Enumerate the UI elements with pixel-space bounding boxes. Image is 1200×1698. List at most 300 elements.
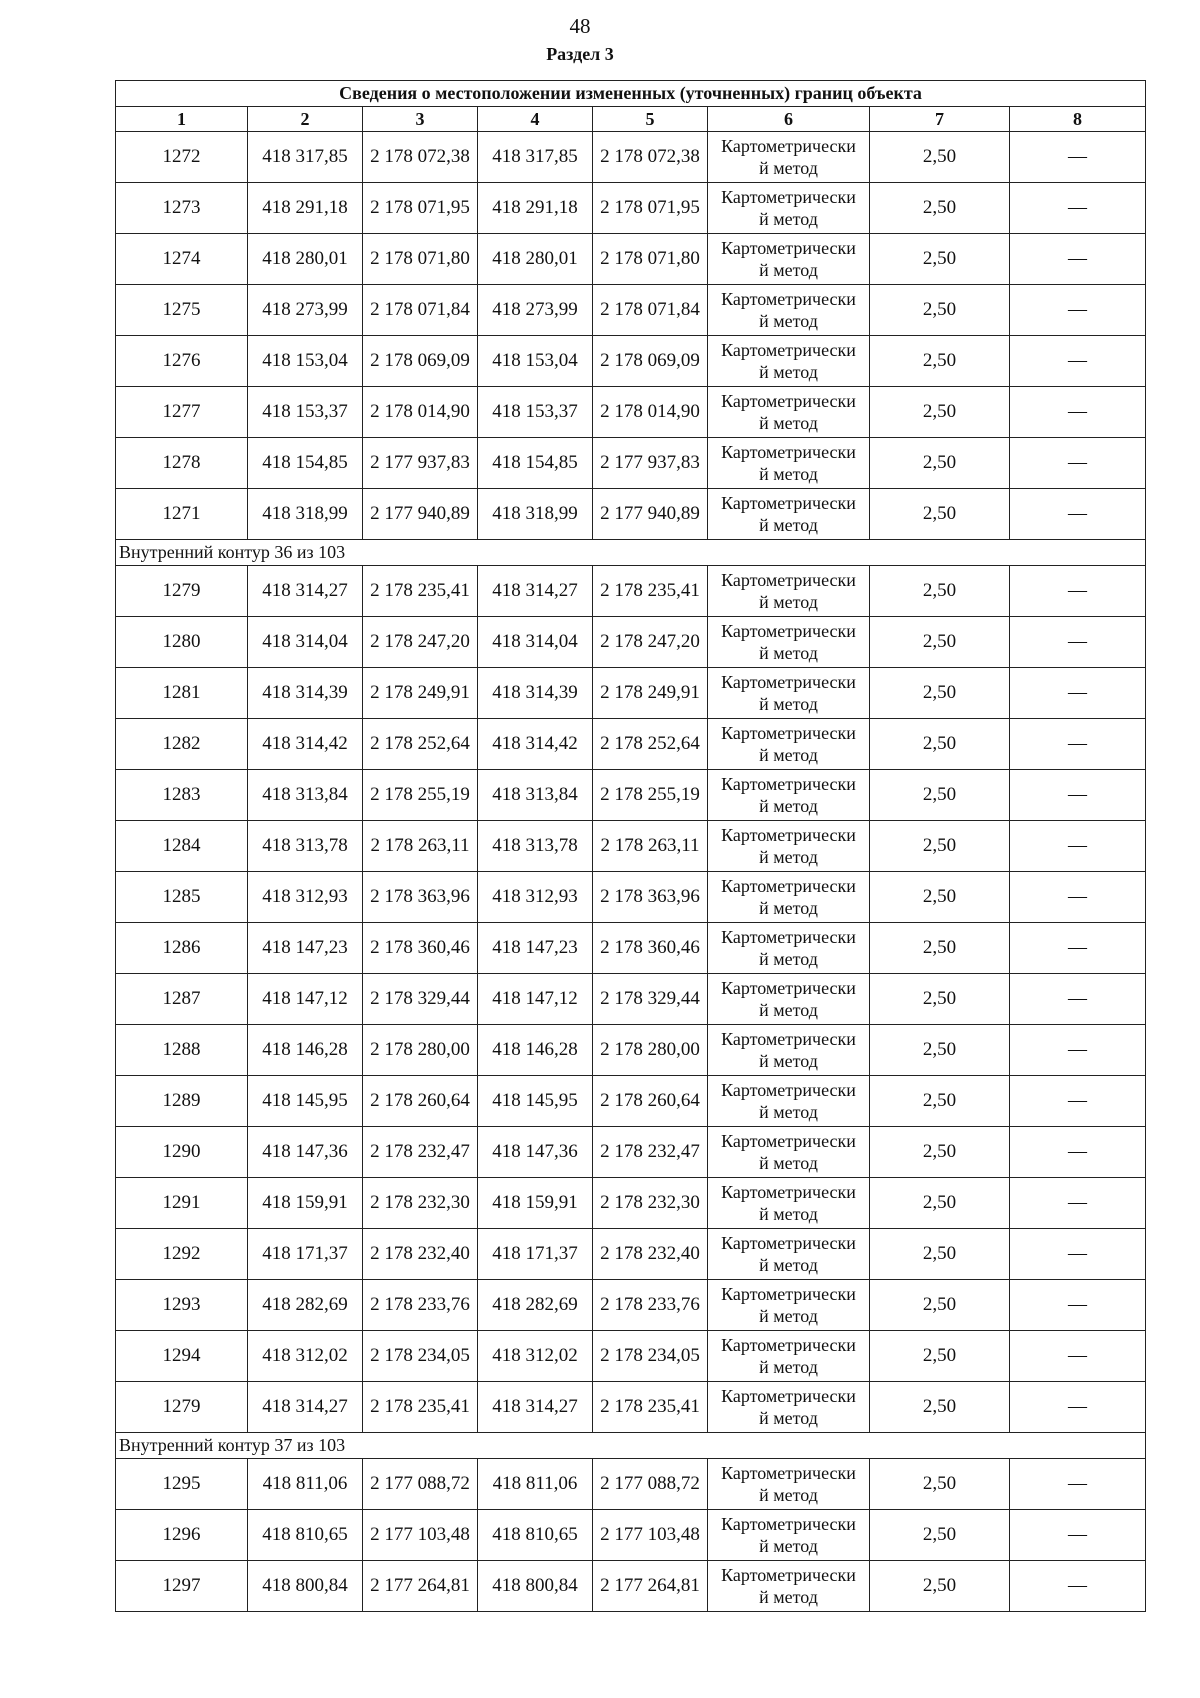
x-new-cell: 418 153,04 (478, 336, 593, 387)
contour-header-row (116, 1433, 1146, 1459)
method-text-line2: й метод (759, 643, 818, 663)
point-number-cell: 1274 (116, 234, 248, 285)
description-cell: — (1010, 1459, 1146, 1510)
point-number-cell: 1295 (116, 1459, 248, 1510)
x-new-cell: 418 145,95 (478, 1076, 593, 1127)
column-number: 4 (478, 107, 593, 132)
y-old-cell: 2 177 103,48 (363, 1510, 478, 1561)
y-new-cell: 2 178 232,40 (593, 1229, 708, 1280)
point-number-cell: 1281 (116, 668, 248, 719)
y-new-cell: 2 178 235,41 (593, 1382, 708, 1433)
point-number-cell: 1288 (116, 1025, 248, 1076)
accuracy-cell: 2,50 (870, 974, 1010, 1025)
method-text-line2: й метод (759, 796, 818, 816)
y-new-cell: 2 178 232,47 (593, 1127, 708, 1178)
x-new-cell: 418 273,99 (478, 285, 593, 336)
method-text-line1: Картометрически (721, 1463, 856, 1483)
y-new-cell: 2 177 937,83 (593, 438, 708, 489)
x-new-cell: 418 314,39 (478, 668, 593, 719)
y-old-cell: 2 178 071,80 (363, 234, 478, 285)
method-text-line1: Картометрически (721, 825, 856, 845)
x-new-cell: 418 318,99 (478, 489, 593, 540)
method-text-line1: Картометрически (721, 1182, 856, 1202)
method-text-line1: Картометрически (721, 1080, 856, 1100)
x-old-cell: 418 171,37 (248, 1229, 363, 1280)
method-text-line1: Картометрически (721, 289, 856, 309)
method-cell (708, 770, 870, 821)
table-row (116, 821, 1146, 872)
x-new-cell: 418 312,93 (478, 872, 593, 923)
column-number: 7 (870, 107, 1010, 132)
y-new-cell: 2 178 069,09 (593, 336, 708, 387)
x-old-cell: 418 318,99 (248, 489, 363, 540)
point-number-cell: 1286 (116, 923, 248, 974)
method-text-line2: й метод (759, 949, 818, 969)
method-cell (708, 821, 870, 872)
x-new-cell: 418 153,37 (478, 387, 593, 438)
method-text-line1: Картометрически (721, 1565, 856, 1585)
point-number-cell: 1279 (116, 1382, 248, 1433)
y-new-cell: 2 178 071,84 (593, 285, 708, 336)
method-cell (708, 1178, 870, 1229)
y-old-cell: 2 177 940,89 (363, 489, 478, 540)
point-number-cell: 1287 (116, 974, 248, 1025)
y-old-cell: 2 178 235,41 (363, 1382, 478, 1433)
method-text-line1: Картометрически (721, 1284, 856, 1304)
accuracy-cell: 2,50 (870, 821, 1010, 872)
accuracy-cell: 2,50 (870, 770, 1010, 821)
y-new-cell: 2 178 072,38 (593, 132, 708, 183)
table-row (116, 183, 1146, 234)
description-cell: — (1010, 132, 1146, 183)
description-cell: — (1010, 336, 1146, 387)
x-old-cell: 418 280,01 (248, 234, 363, 285)
x-old-cell: 418 314,27 (248, 1382, 363, 1433)
method-text-line1: Картометрически (721, 978, 856, 998)
x-new-cell: 418 146,28 (478, 1025, 593, 1076)
x-new-cell: 418 317,85 (478, 132, 593, 183)
point-number-cell: 1290 (116, 1127, 248, 1178)
table-row (116, 1229, 1146, 1280)
method-cell (708, 438, 870, 489)
method-text-line1: Картометрически (721, 723, 856, 743)
method-text-line1: Картометрически (721, 391, 856, 411)
table-row (116, 387, 1146, 438)
description-cell: — (1010, 974, 1146, 1025)
x-new-cell: 418 314,04 (478, 617, 593, 668)
point-number-cell: 1294 (116, 1331, 248, 1382)
method-text-line2: й метод (759, 209, 818, 229)
description-cell: — (1010, 1127, 1146, 1178)
y-old-cell: 2 178 360,46 (363, 923, 478, 974)
method-text-line1: Картометрически (721, 1386, 856, 1406)
y-old-cell: 2 178 252,64 (363, 719, 478, 770)
y-new-cell: 2 178 232,30 (593, 1178, 708, 1229)
description-cell: — (1010, 489, 1146, 540)
accuracy-cell: 2,50 (870, 566, 1010, 617)
point-number-cell: 1292 (116, 1229, 248, 1280)
column-number: 1 (116, 107, 248, 132)
y-old-cell: 2 178 363,96 (363, 872, 478, 923)
y-new-cell: 2 178 235,41 (593, 566, 708, 617)
x-new-cell: 418 314,27 (478, 566, 593, 617)
y-new-cell: 2 178 280,00 (593, 1025, 708, 1076)
accuracy-cell: 2,50 (870, 1331, 1010, 1382)
contour-label: Внутренний контур 37 из 103 (116, 1433, 1146, 1459)
description-cell: — (1010, 1561, 1146, 1612)
x-old-cell: 418 314,27 (248, 566, 363, 617)
method-text-line2: й метод (759, 898, 818, 918)
point-number-cell: 1275 (116, 285, 248, 336)
point-number-cell: 1297 (116, 1561, 248, 1612)
table-row (116, 719, 1146, 770)
y-old-cell: 2 178 260,64 (363, 1076, 478, 1127)
method-text-line1: Картометрически (721, 774, 856, 794)
accuracy-cell: 2,50 (870, 1280, 1010, 1331)
method-text-line2: й метод (759, 745, 818, 765)
table-row (116, 1280, 1146, 1331)
contour-header-row (116, 540, 1146, 566)
x-old-cell: 418 147,36 (248, 1127, 363, 1178)
table-row (116, 1025, 1146, 1076)
x-new-cell: 418 314,27 (478, 1382, 593, 1433)
x-new-cell: 418 312,02 (478, 1331, 593, 1382)
y-new-cell: 2 177 088,72 (593, 1459, 708, 1510)
column-number: 6 (708, 107, 870, 132)
y-new-cell: 2 178 014,90 (593, 387, 708, 438)
x-new-cell: 418 810,65 (478, 1510, 593, 1561)
method-text-line1: Картометрически (721, 876, 856, 896)
y-old-cell: 2 178 014,90 (363, 387, 478, 438)
accuracy-cell: 2,50 (870, 183, 1010, 234)
x-old-cell: 418 810,65 (248, 1510, 363, 1561)
column-number: 5 (593, 107, 708, 132)
method-text-line1: Картометрически (721, 1131, 856, 1151)
method-cell (708, 1331, 870, 1382)
point-number-cell: 1284 (116, 821, 248, 872)
description-cell: — (1010, 770, 1146, 821)
x-new-cell: 418 159,91 (478, 1178, 593, 1229)
y-old-cell: 2 178 249,91 (363, 668, 478, 719)
x-old-cell: 418 159,91 (248, 1178, 363, 1229)
point-number-cell: 1280 (116, 617, 248, 668)
description-cell: — (1010, 923, 1146, 974)
method-cell (708, 1561, 870, 1612)
description-cell: — (1010, 234, 1146, 285)
method-cell (708, 234, 870, 285)
method-text-line2: й метод (759, 1306, 818, 1326)
method-text-line2: й метод (759, 362, 818, 382)
method-cell (708, 1280, 870, 1331)
x-old-cell: 418 154,85 (248, 438, 363, 489)
x-new-cell: 418 147,36 (478, 1127, 593, 1178)
table-row (116, 438, 1146, 489)
x-old-cell: 418 314,04 (248, 617, 363, 668)
column-number: 2 (248, 107, 363, 132)
description-cell: — (1010, 1510, 1146, 1561)
description-cell: — (1010, 821, 1146, 872)
y-new-cell: 2 178 071,95 (593, 183, 708, 234)
description-cell: — (1010, 1178, 1146, 1229)
method-text-line2: й метод (759, 1204, 818, 1224)
method-text-line2: й метод (759, 464, 818, 484)
y-old-cell: 2 178 234,05 (363, 1331, 478, 1382)
accuracy-cell: 2,50 (870, 668, 1010, 719)
y-old-cell: 2 178 329,44 (363, 974, 478, 1025)
method-cell (708, 719, 870, 770)
table-row (116, 1076, 1146, 1127)
table-row (116, 1561, 1146, 1612)
method-text-line2: й метод (759, 1051, 818, 1071)
x-old-cell: 418 291,18 (248, 183, 363, 234)
x-new-cell: 418 800,84 (478, 1561, 593, 1612)
method-text-line1: Картометрически (721, 340, 856, 360)
point-number-cell: 1283 (116, 770, 248, 821)
method-text-line2: й метод (759, 260, 818, 280)
point-number-cell: 1291 (116, 1178, 248, 1229)
y-new-cell: 2 178 071,80 (593, 234, 708, 285)
x-old-cell: 418 312,02 (248, 1331, 363, 1382)
y-old-cell: 2 178 232,47 (363, 1127, 478, 1178)
table-row (116, 770, 1146, 821)
method-text-line1: Картометрически (721, 927, 856, 947)
method-cell (708, 872, 870, 923)
column-number: 8 (1010, 107, 1146, 132)
y-old-cell: 2 178 233,76 (363, 1280, 478, 1331)
table-row (116, 1178, 1146, 1229)
y-new-cell: 2 178 260,64 (593, 1076, 708, 1127)
method-cell (708, 1459, 870, 1510)
method-text-line1: Картометрически (721, 442, 856, 462)
method-text-line2: й метод (759, 311, 818, 331)
method-text-line1: Картометрически (721, 1029, 856, 1049)
method-cell (708, 617, 870, 668)
x-new-cell: 418 313,78 (478, 821, 593, 872)
accuracy-cell: 2,50 (870, 719, 1010, 770)
method-cell (708, 489, 870, 540)
x-new-cell: 418 313,84 (478, 770, 593, 821)
table-row (116, 285, 1146, 336)
method-text-line2: й метод (759, 515, 818, 535)
method-text-line1: Картометрически (721, 238, 856, 258)
method-text-line2: й метод (759, 413, 818, 433)
table-row (116, 668, 1146, 719)
method-cell (708, 974, 870, 1025)
accuracy-cell: 2,50 (870, 387, 1010, 438)
table-row (116, 234, 1146, 285)
x-old-cell: 418 314,42 (248, 719, 363, 770)
method-cell (708, 132, 870, 183)
method-text-line1: Картометрически (721, 187, 856, 207)
y-old-cell: 2 178 280,00 (363, 1025, 478, 1076)
x-old-cell: 418 282,69 (248, 1280, 363, 1331)
description-cell: — (1010, 387, 1146, 438)
method-text-line2: й метод (759, 1485, 818, 1505)
accuracy-cell: 2,50 (870, 617, 1010, 668)
x-new-cell: 418 147,23 (478, 923, 593, 974)
point-number-cell: 1277 (116, 387, 248, 438)
method-cell (708, 387, 870, 438)
x-new-cell: 418 282,69 (478, 1280, 593, 1331)
y-new-cell: 2 178 249,91 (593, 668, 708, 719)
y-old-cell: 2 177 264,81 (363, 1561, 478, 1612)
method-cell (708, 1076, 870, 1127)
y-old-cell: 2 178 232,40 (363, 1229, 478, 1280)
point-number-cell: 1285 (116, 872, 248, 923)
point-number-cell: 1289 (116, 1076, 248, 1127)
table-row (116, 923, 1146, 974)
method-text-line2: й метод (759, 1536, 818, 1556)
description-cell: — (1010, 617, 1146, 668)
point-number-cell: 1271 (116, 489, 248, 540)
point-number-cell: 1278 (116, 438, 248, 489)
method-text-line2: й метод (759, 158, 818, 178)
point-number-cell: 1273 (116, 183, 248, 234)
x-old-cell: 418 312,93 (248, 872, 363, 923)
y-old-cell: 2 178 232,30 (363, 1178, 478, 1229)
method-cell (708, 566, 870, 617)
y-new-cell: 2 178 234,05 (593, 1331, 708, 1382)
contour-label: Внутренний контур 36 из 103 (116, 540, 1146, 566)
accuracy-cell: 2,50 (870, 1229, 1010, 1280)
method-text-line1: Картометрически (721, 672, 856, 692)
method-text-line2: й метод (759, 694, 818, 714)
table-row (116, 1510, 1146, 1561)
description-cell: — (1010, 1280, 1146, 1331)
y-old-cell: 2 178 247,20 (363, 617, 478, 668)
accuracy-cell: 2,50 (870, 1561, 1010, 1612)
table-row (116, 132, 1146, 183)
y-new-cell: 2 178 363,96 (593, 872, 708, 923)
x-new-cell: 418 314,42 (478, 719, 593, 770)
description-cell: — (1010, 719, 1146, 770)
y-new-cell: 2 178 233,76 (593, 1280, 708, 1331)
method-cell (708, 1382, 870, 1433)
method-text-line2: й метод (759, 1153, 818, 1173)
table-row (116, 1382, 1146, 1433)
method-text-line1: Картометрически (721, 1233, 856, 1253)
accuracy-cell: 2,50 (870, 872, 1010, 923)
y-old-cell: 2 177 088,72 (363, 1459, 478, 1510)
y-old-cell: 2 178 072,38 (363, 132, 478, 183)
x-old-cell: 418 313,78 (248, 821, 363, 872)
point-number-cell: 1279 (116, 566, 248, 617)
accuracy-cell: 2,50 (870, 132, 1010, 183)
table-row (116, 1331, 1146, 1382)
y-old-cell: 2 178 255,19 (363, 770, 478, 821)
description-cell: — (1010, 1025, 1146, 1076)
method-cell (708, 1510, 870, 1561)
method-text-line2: й метод (759, 592, 818, 612)
point-number-cell: 1272 (116, 132, 248, 183)
x-old-cell: 418 273,99 (248, 285, 363, 336)
y-old-cell: 2 178 263,11 (363, 821, 478, 872)
x-new-cell: 418 811,06 (478, 1459, 593, 1510)
accuracy-cell: 2,50 (870, 285, 1010, 336)
point-number-cell: 1296 (116, 1510, 248, 1561)
method-cell (708, 1127, 870, 1178)
description-cell: — (1010, 872, 1146, 923)
y-new-cell: 2 178 252,64 (593, 719, 708, 770)
description-cell: — (1010, 285, 1146, 336)
x-old-cell: 418 317,85 (248, 132, 363, 183)
table-row (116, 489, 1146, 540)
point-number-cell: 1276 (116, 336, 248, 387)
y-new-cell: 2 177 940,89 (593, 489, 708, 540)
method-cell (708, 285, 870, 336)
method-text-line1: Картометрически (721, 1335, 856, 1355)
x-old-cell: 418 145,95 (248, 1076, 363, 1127)
accuracy-cell: 2,50 (870, 1076, 1010, 1127)
y-new-cell: 2 177 103,48 (593, 1510, 708, 1561)
y-old-cell: 2 178 235,41 (363, 566, 478, 617)
x-old-cell: 418 147,12 (248, 974, 363, 1025)
y-old-cell: 2 178 069,09 (363, 336, 478, 387)
x-new-cell: 418 291,18 (478, 183, 593, 234)
accuracy-cell: 2,50 (870, 336, 1010, 387)
y-old-cell: 2 178 071,84 (363, 285, 478, 336)
method-text-line2: й метод (759, 1255, 818, 1275)
point-number-cell: 1282 (116, 719, 248, 770)
method-text-line1: Картометрически (721, 136, 856, 156)
description-cell: — (1010, 438, 1146, 489)
y-new-cell: 2 178 255,19 (593, 770, 708, 821)
table-row (116, 1459, 1146, 1510)
y-new-cell: 2 177 264,81 (593, 1561, 708, 1612)
table-row (116, 974, 1146, 1025)
method-cell (708, 1229, 870, 1280)
y-new-cell: 2 178 247,20 (593, 617, 708, 668)
accuracy-cell: 2,50 (870, 1025, 1010, 1076)
x-old-cell: 418 153,04 (248, 336, 363, 387)
x-new-cell: 418 147,12 (478, 974, 593, 1025)
accuracy-cell: 2,50 (870, 1178, 1010, 1229)
description-cell: — (1010, 1229, 1146, 1280)
x-old-cell: 418 153,37 (248, 387, 363, 438)
description-cell: — (1010, 668, 1146, 719)
column-number: 3 (363, 107, 478, 132)
table-body (116, 132, 1146, 1612)
page-number: 48 (569, 14, 591, 38)
accuracy-cell: 2,50 (870, 438, 1010, 489)
x-new-cell: 418 171,37 (478, 1229, 593, 1280)
method-cell (708, 923, 870, 974)
section-title: Раздел 3 (546, 44, 614, 64)
y-new-cell: 2 178 360,46 (593, 923, 708, 974)
x-old-cell: 418 146,28 (248, 1025, 363, 1076)
x-old-cell: 418 147,23 (248, 923, 363, 974)
table-row (116, 566, 1146, 617)
accuracy-cell: 2,50 (870, 1510, 1010, 1561)
method-text-line2: й метод (759, 847, 818, 867)
x-new-cell: 418 280,01 (478, 234, 593, 285)
method-cell (708, 1025, 870, 1076)
description-cell: — (1010, 1331, 1146, 1382)
table-row (116, 1127, 1146, 1178)
method-cell (708, 183, 870, 234)
x-new-cell: 418 154,85 (478, 438, 593, 489)
y-old-cell: 2 177 937,83 (363, 438, 478, 489)
method-text-line1: Картометрически (721, 570, 856, 590)
y-new-cell: 2 178 329,44 (593, 974, 708, 1025)
method-cell (708, 336, 870, 387)
method-text-line1: Картометрически (721, 621, 856, 641)
point-number-cell: 1293 (116, 1280, 248, 1331)
table-caption: Сведения о местоположении измененных (уточненных) границ объекта (116, 81, 1146, 107)
method-text-line2: й метод (759, 1587, 818, 1607)
description-cell: — (1010, 183, 1146, 234)
table-row (116, 872, 1146, 923)
